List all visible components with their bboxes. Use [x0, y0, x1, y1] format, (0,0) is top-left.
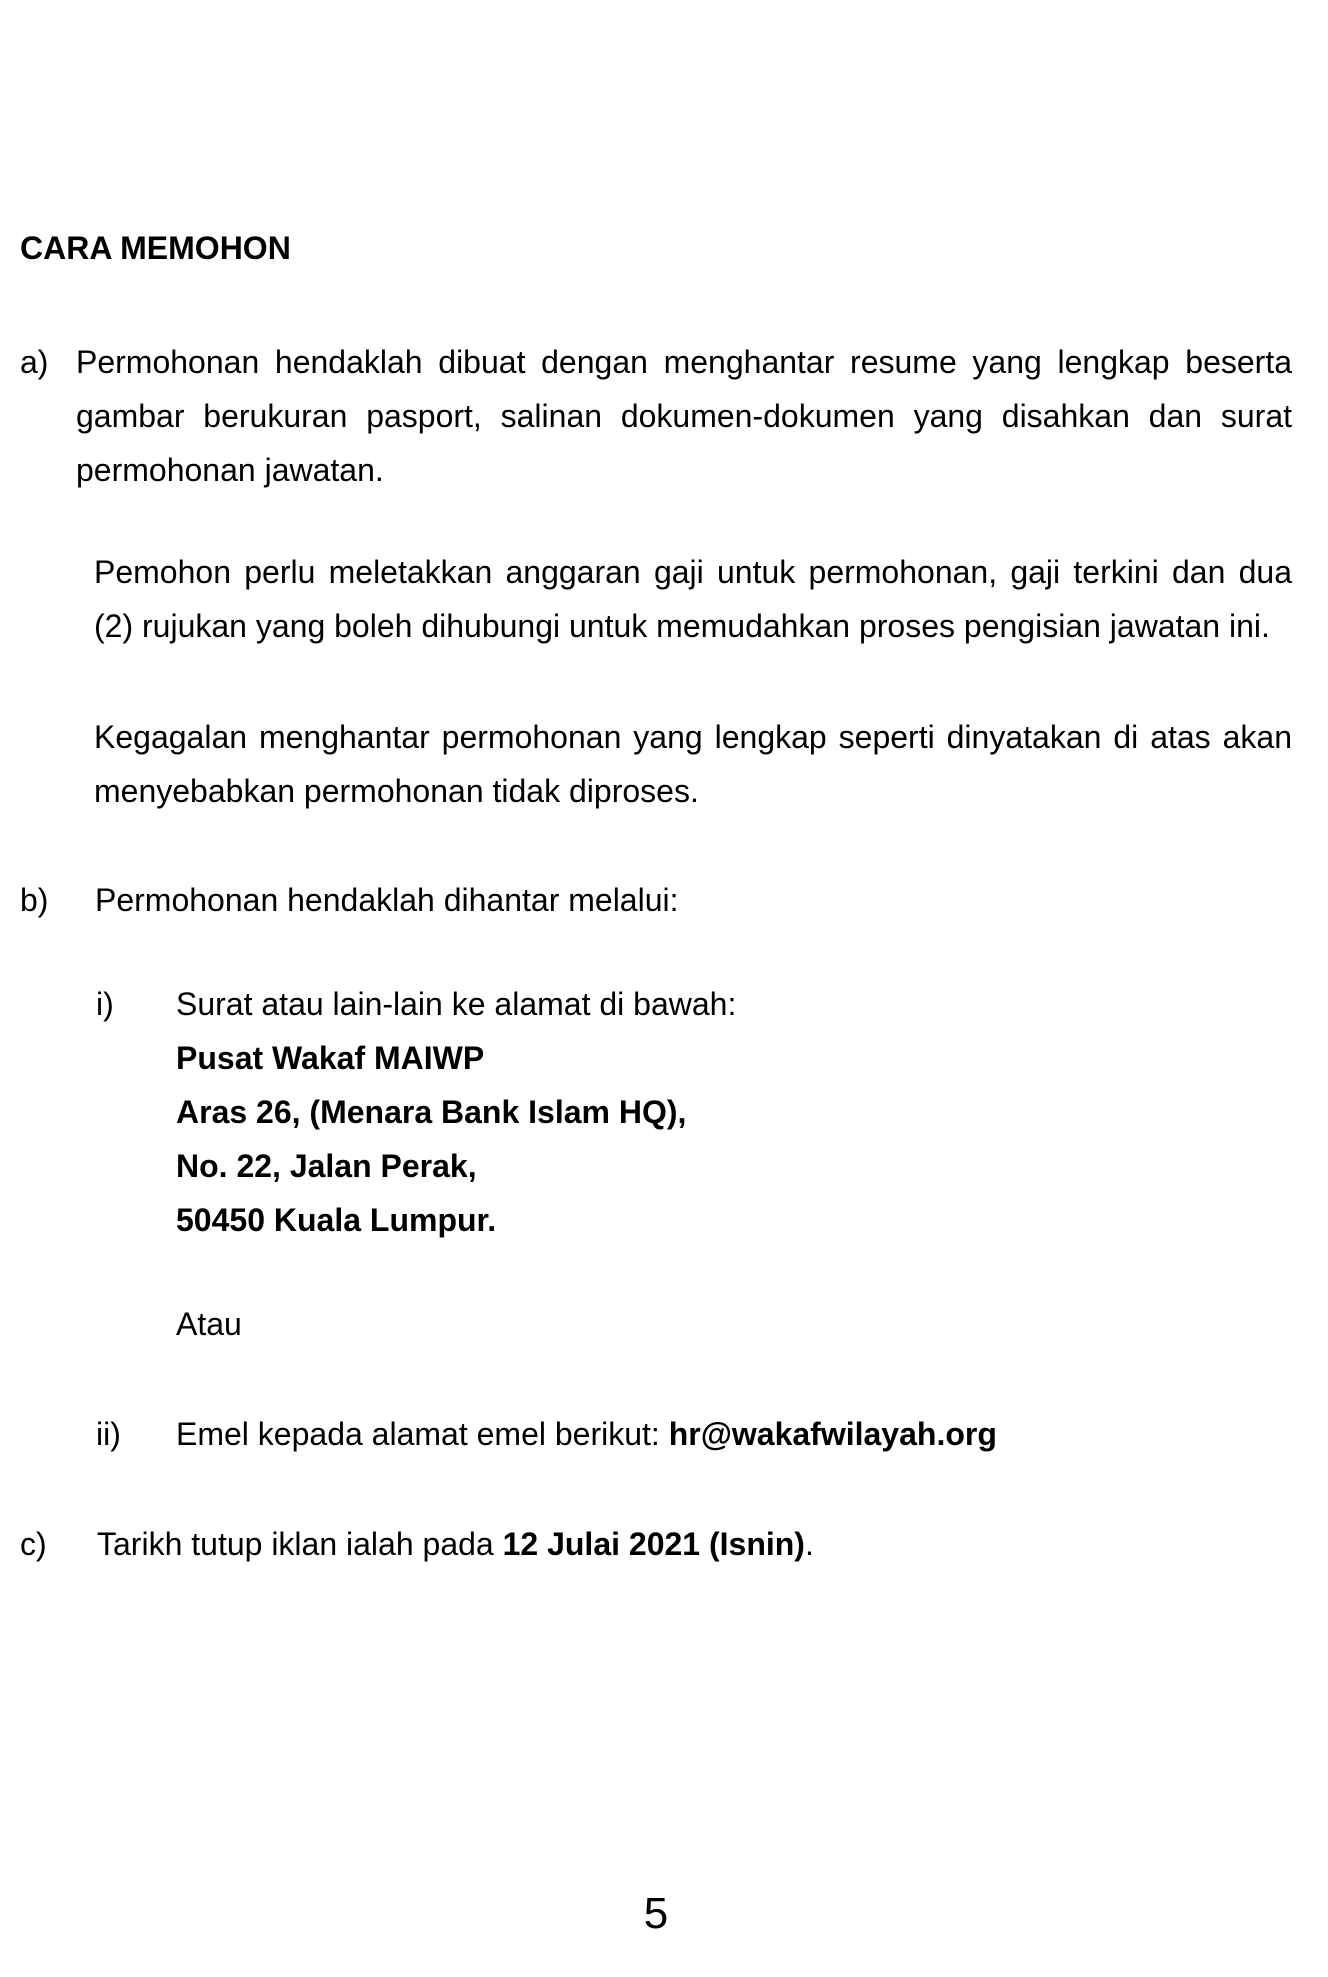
list-item-b-marker: b) [20, 882, 49, 918]
paragraph-line: permohonan jawatan. [76, 452, 384, 488]
paragraph-salary-note [94, 545, 1292, 653]
address-line-floor: Aras 26, (Menara Bank Islam HQ), [176, 1094, 687, 1130]
or-separator-text: Atau [176, 1306, 242, 1342]
address-line-street: No. 22, Jalan Perak, [176, 1148, 477, 1184]
list-item-c-text [97, 1517, 1292, 1571]
sub-item-ii [96, 1407, 1292, 1461]
list-item-b [20, 873, 1292, 927]
paragraph-line: gambar berukuran pasport, salinan dokumen-dokumen yang disahkan dan surat [76, 398, 1292, 434]
list-item-a [20, 335, 1292, 497]
page-title: CARA MEMOHON [20, 230, 291, 266]
sub-item-i-text: Surat atau lain-lain ke alamat di bawah: [176, 986, 737, 1022]
closing-date-suffix: . [804, 1526, 814, 1562]
list-item-a-paragraph [76, 335, 1292, 497]
address-line-city: 50450 Kuala Lumpur. [176, 1202, 497, 1238]
address-line-organization: Pusat Wakaf MAIWP [176, 1040, 485, 1076]
sub-item-ii-marker: ii) [96, 1416, 121, 1452]
sub-item-i [96, 977, 1292, 1031]
paragraph-incomplete-warning [94, 710, 1292, 818]
email-instruction-text: Emel kepada alamat emel berikut: [176, 1416, 669, 1452]
email-address-text: hr@wakafwilayah.org [668, 1416, 997, 1452]
paragraph-line: Kegagalan menghantar permohonan yang lengkap seperti dinyatakan di atas akan [94, 719, 1292, 755]
closing-date-prefix: Tarikh tutup iklan ialah pada [97, 1526, 503, 1562]
page-number: 5 [643, 1889, 669, 1938]
list-item-c-marker: c) [20, 1526, 47, 1562]
paragraph-line: menyebabkan permohonan tidak diproses. [94, 773, 699, 809]
sub-item-i-marker: i) [96, 986, 114, 1022]
list-item-c [20, 1517, 1292, 1571]
sub-item-ii-text [176, 1407, 1292, 1461]
paragraph-line: Pemohon perlu meletakkan anggaran gaji untuk permohonan, gaji terkini dan dua [94, 554, 1292, 590]
list-item-a-marker: a) [20, 344, 49, 380]
paragraph-line: Permohonan hendaklah dibuat dengan menghantar resume yang lengkap beserta [76, 344, 1292, 380]
closing-date-text: 12 Julai 2021 (Isnin) [502, 1526, 805, 1562]
list-item-b-text: Permohonan hendaklah dihantar melalui: [95, 882, 679, 918]
mailing-address-block [176, 1031, 1292, 1247]
paragraph-line: (2) rujukan yang boleh dihubungi untuk memudahkan proses pengisian jawatan ini. [94, 608, 1270, 644]
